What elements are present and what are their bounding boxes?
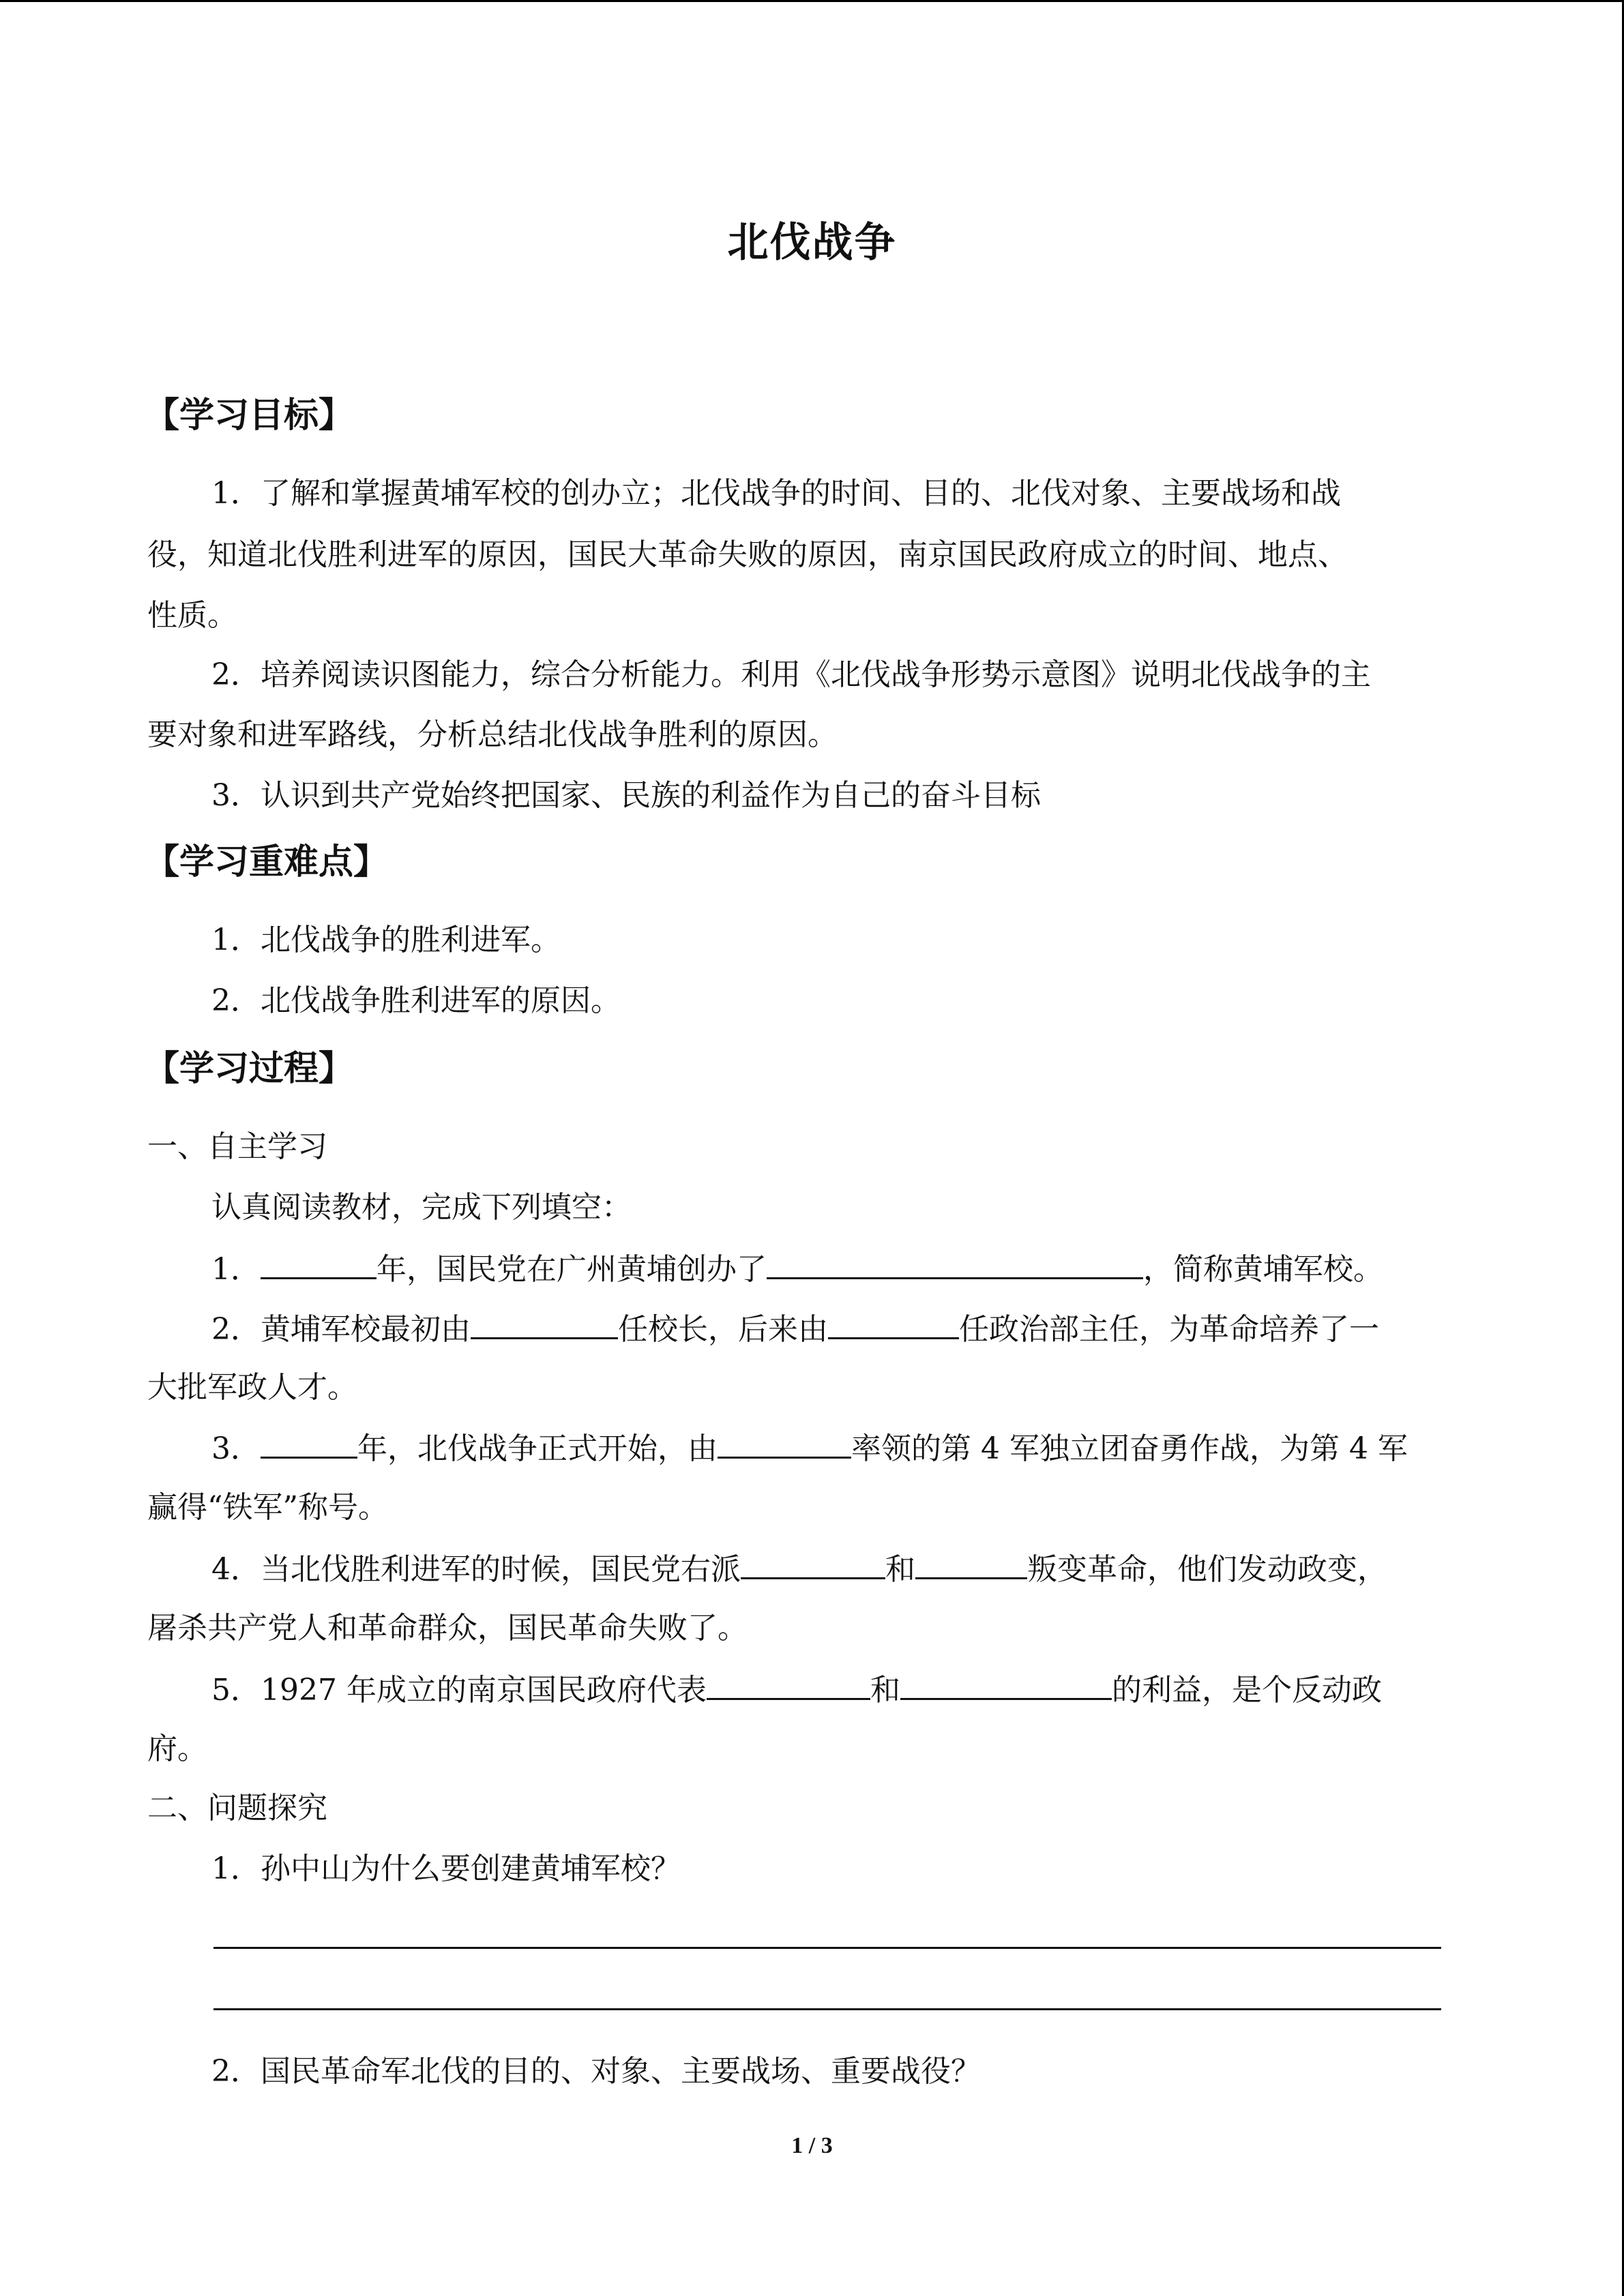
fill-q2-text-3: 任政治部主任，为革命培养了一 <box>959 1312 1379 1347</box>
answer-line-2[interactable] <box>213 2008 1441 2010</box>
fill-q4-text-3: 叛变革命，他们发动政变， <box>1027 1552 1387 1587</box>
blank-q5-class-2[interactable] <box>900 1668 1112 1700</box>
blank-q1-school-name[interactable] <box>767 1247 1143 1279</box>
fill-question-4-line-2: 屠杀共产党人和革命群众，国民革命失败了。 <box>147 1611 748 1645</box>
inquiry-question-2: 2．国民革命军北伐的目的、对象、主要战场、重要战役？ <box>211 2054 981 2089</box>
keypoint-2: 2．北伐战争胜利进军的原因。 <box>211 983 621 1018</box>
objective-1-line-1: 1．了解和掌握黄埔军校的创办立；北伐战争的时间、目的、北伐对象、主要战场和战 <box>211 476 1341 511</box>
fill-question-5-line-2: 府。 <box>147 1731 207 1766</box>
fill-q3-text-1: 年，北伐战争正式开始，由 <box>357 1431 718 1466</box>
fill-question-3 <box>211 1427 1408 1470</box>
fill-q2-text-1: 2．黄埔军校最初由 <box>211 1312 471 1347</box>
objectives-heading: 【学习目标】 <box>145 396 354 436</box>
answer-line-1[interactable] <box>213 1947 1441 1949</box>
keypoints-heading: 【学习重难点】 <box>145 842 389 882</box>
process-heading: 【学习过程】 <box>145 1049 354 1089</box>
fill-q1-text-2: ，简称黄埔军校。 <box>1143 1252 1383 1287</box>
blank-q2-principal[interactable] <box>471 1307 618 1339</box>
objective-1-line-3: 性质。 <box>147 598 237 633</box>
objective-3-line-1: 3．认识到共产党始终把国家、民族的利益作为自己的奋斗目标 <box>211 778 1041 813</box>
fill-question-4 <box>211 1547 1387 1590</box>
fill-q2-text-2: 任校长，后来由 <box>618 1312 828 1347</box>
blank-q5-class-1[interactable] <box>707 1668 870 1700</box>
fill-q4-text-2: 和 <box>885 1552 915 1587</box>
fill-question-3-line-2: 赢得“铁军”称号。 <box>147 1490 388 1525</box>
page-border-top <box>0 0 1624 2</box>
page-number: 1 / 3 <box>791 2133 833 2158</box>
fill-q5-text-3: 的利益，是个反动政 <box>1111 1673 1382 1708</box>
blank-q2-political-director[interactable] <box>828 1307 959 1339</box>
inquiry-question-1: 1．孙中山为什么要创建黄埔军校？ <box>211 1851 681 1886</box>
self-study-heading: 一、自主学习 <box>147 1129 327 1164</box>
inquiry-heading: 二、问题探究 <box>147 1791 327 1825</box>
blank-q1-year[interactable] <box>261 1247 377 1279</box>
blank-q3-year[interactable] <box>261 1427 357 1459</box>
fill-q1-number: 1． <box>211 1252 261 1287</box>
fill-q4-text-1: 4．当北伐胜利进军的时候，国民党右派 <box>211 1552 741 1587</box>
fill-question-1 <box>211 1247 1383 1290</box>
blank-q3-commander[interactable] <box>718 1427 851 1459</box>
blank-q4-person-2[interactable] <box>915 1547 1027 1579</box>
self-study-intro: 认真阅读教材，完成下列填空： <box>211 1190 632 1225</box>
fill-q5-text-2: 和 <box>870 1673 900 1708</box>
fill-q3-text-2: 率领的第 4 军独立团奋勇作战，为第 4 军 <box>851 1431 1408 1466</box>
fill-question-2-line-2: 大批军政人才。 <box>147 1370 357 1405</box>
objective-2-line-2: 要对象和进军路线，分析总结北伐战争胜利的原因。 <box>147 717 838 752</box>
objective-2-line-1: 2．培养阅读识图能力，综合分析能力。利用《北伐战争形势示意图》说明北伐战争的主 <box>211 657 1371 692</box>
fill-question-5 <box>211 1668 1382 1711</box>
objective-1-line-2: 役，知道北伐胜利进军的原因，国民大革命失败的原因，南京国民政府成立的时间、地点、 <box>147 537 1348 572</box>
blank-q4-person-1[interactable] <box>741 1547 885 1579</box>
page-title: 北伐战争 <box>727 219 897 267</box>
fill-q1-text-1: 年，国民党在广州黄埔创办了 <box>377 1252 767 1287</box>
fill-q3-number: 3． <box>211 1431 261 1466</box>
fill-q5-text-1: 5．1927 年成立的南京国民政府代表 <box>211 1673 707 1708</box>
fill-question-2 <box>211 1307 1379 1350</box>
keypoint-1: 1．北伐战争的胜利进军。 <box>211 923 561 957</box>
